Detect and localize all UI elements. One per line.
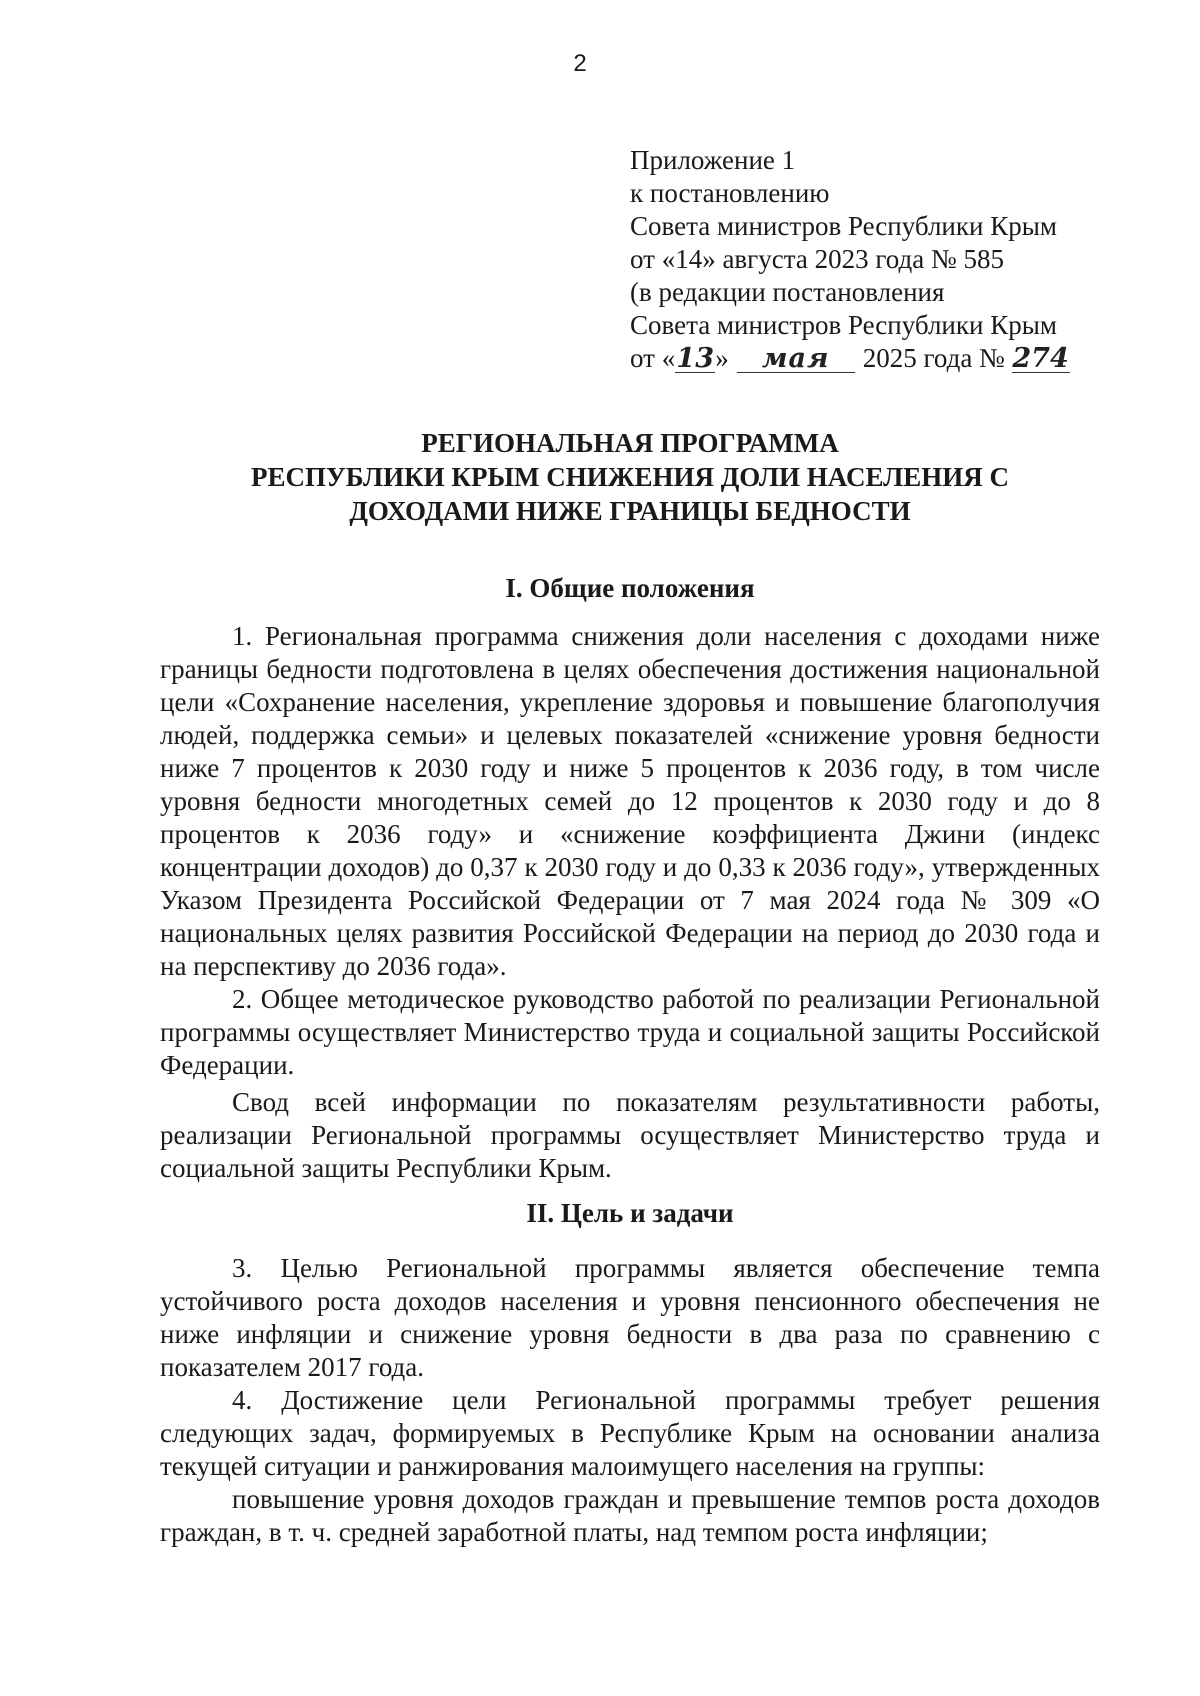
appendix-line: Приложение 1 [630,145,796,175]
title-line: ДОХОДАМИ НИЖЕ ГРАНИЦЫ БЕДНОСТИ [349,496,911,526]
appendix-line: (в редакции постановления [630,277,945,307]
handwritten-month: мая [737,346,855,373]
paragraph: 1. Региональная программа снижения доли населения с доходами ниже границы бедности подготовлена в целях обеспечения достижения национальной цели «Сохранение населения, укрепление здоровья и повышение благополучия людей, поддержка семьи» и целевых показателей «снижение уровня бедности ниже 7 процентов к 2030 году и ниже 5 процентов к 2036 году, в том числе уровня бедности многодетных семей до 12 процентов к 2030 году и до 8 процентов к 2036 году» и «снижение коэффициента Джини (индекс концентрации доходов) до 0,37 к 2030 году и до 0,33 к 2036 году», утвержденных Указом Президента Российской Федерации от 7 мая 2024 года № 309 «О национальных целях развития Российской Федерации на период до 2030 года и на перспективу до 2036 года». [160,621,1100,981]
paragraph: Свод всей информации по показателям результативности работы, реализации Региональной программы осуществляет Министерство труда и социальной защиты Республики Крым. [160,1087,1100,1183]
handwritten-number: 274 [1012,343,1069,374]
page-number: 2 [573,50,587,77]
appendix-header [630,144,1070,375]
appendix-line: от «14» августа 2023 года № 585 [630,244,1004,274]
date-prefix: от « [630,343,676,373]
date-year-text: 2025 года № [862,343,1005,373]
paragraph: 4. Достижение цели Региональной программы требует решения следующих задач, формируемых в Республике Крым на основании анализа текущей ситуации и ранжирования малоимущего населения на группы: [160,1385,1100,1481]
section-2-heading: II. Цель и задачи [526,1198,734,1228]
paragraph: повышение уровня доходов граждан и превышение темпов роста доходов граждан, в т. ч. средней заработной платы, над темпом роста инфляции; [160,1484,1100,1547]
appendix-date-line [630,342,1070,375]
appendix-line: Совета министров Республики Крым [630,310,1057,340]
title-line: РЕСПУБЛИКИ КРЫМ СНИЖЕНИЯ ДОЛИ НАСЕЛЕНИЯ С [250,462,1009,492]
title-line: РЕГИОНАЛЬНАЯ ПРОГРАММА [421,428,839,458]
section-1-heading: I. Общие положения [505,573,755,603]
section-2-body [160,1252,1100,1549]
paragraph: 2. Общее методическое руководство работой по реализации Региональной программы осуществляет Министерство труда и социальной защиты Российской Федерации. [160,984,1100,1080]
appendix-line: к постановлению [630,178,830,208]
paragraph: 3. Целью Региональной программы является обеспечение темпа устойчивого роста доходов населения и уровня пенсионного обеспечения не ниже инфляции и снижение уровня бедности в два раза по сравнению с показателем 2017 года. [160,1253,1100,1382]
section-1-body [160,620,1100,1185]
date-quote-close: » [715,343,729,373]
handwritten-day: 13 [676,343,714,374]
appendix-line: Совета министров Республики Крым [630,211,1057,241]
document-title [160,426,1100,528]
